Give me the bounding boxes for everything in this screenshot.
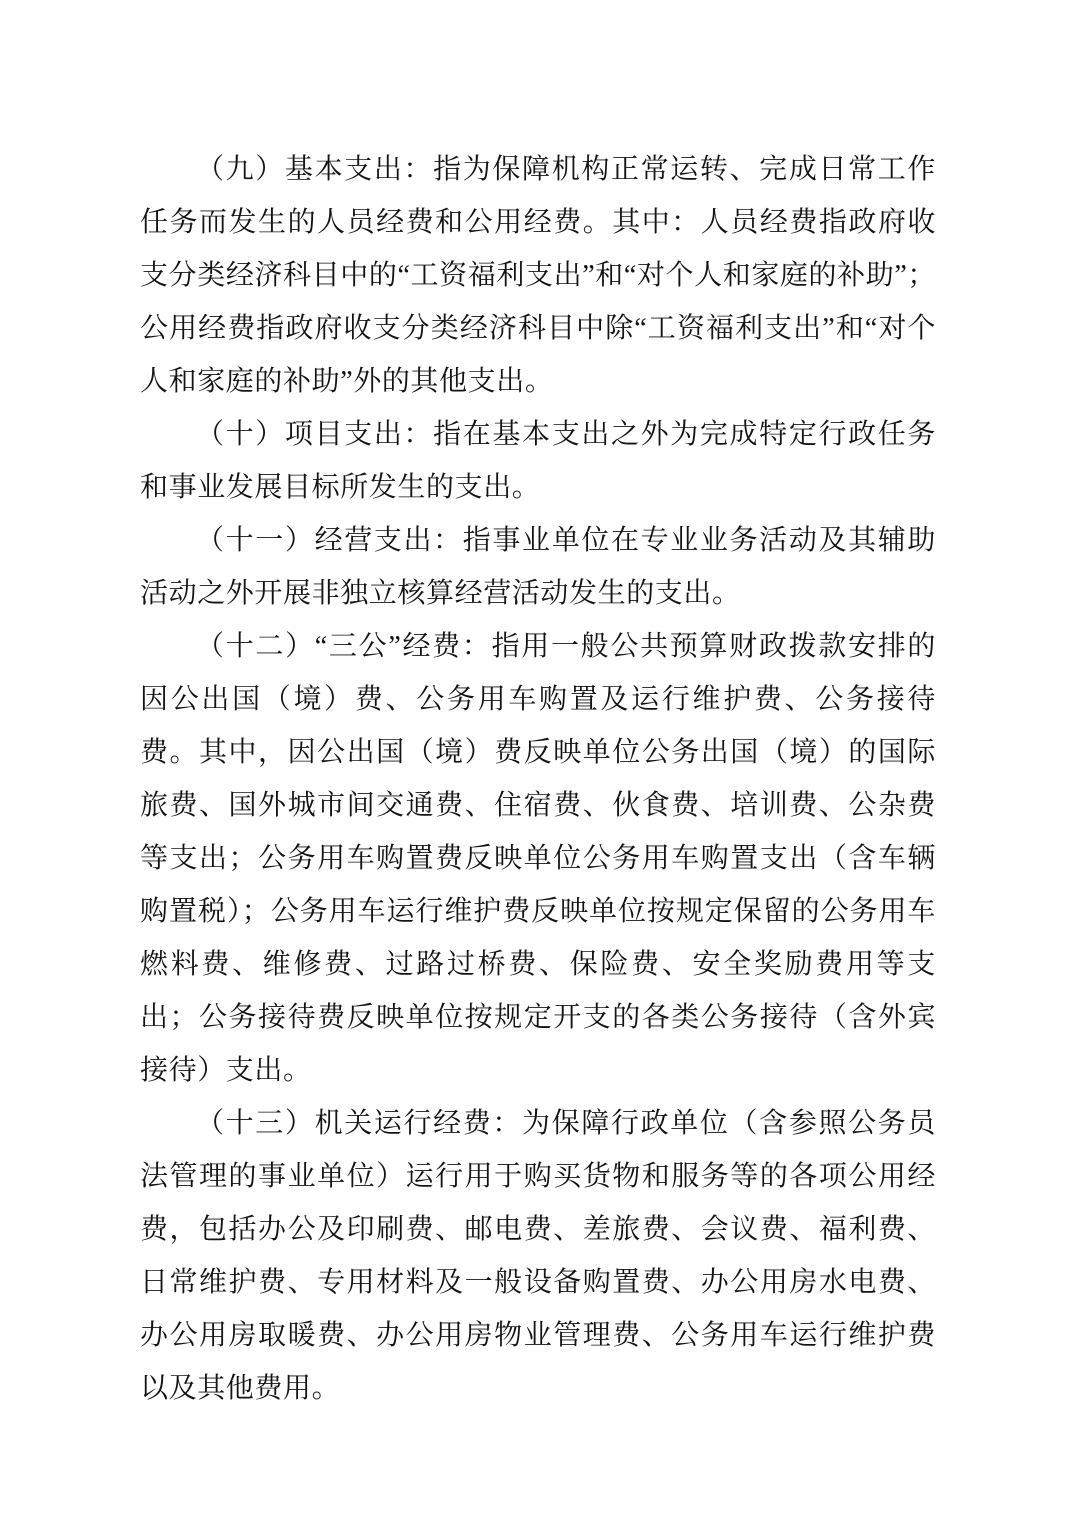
paragraph-three-public-funds: （十二）“三公”经费：指用一般公共预算财政拨款安排的因公出国（境）费、公务用车购置及运行维护费、公务接待费。其中，因公出国（境）费反映单位公务出国（境）的国际旅费、国外城市间交通费、住宿费、伙食费、培训费、公杂费等支出；公务用车购置费反映单位公务用车购置支出（含车辆购置税）；公务用车运行维护费反映单位按规定保留的公务用车燃料费、维修费、过路过桥费、保险费、安全奖励费用等支出；公务接待费反映单位按规定开支的各类公务接待（含外宾接待）支出。 bbox=[140, 631, 936, 1086]
paragraph-operating-expenditure: （十一）经营支出：指事业单位在专业业务活动及其辅助活动之外开展非独立核算经营活动发生的支出。 bbox=[140, 525, 936, 609]
paragraph-project-expenditure: （十）项目支出：指在基本支出之外为完成特定行政任务和事业发展目标所发生的支出。 bbox=[140, 419, 936, 503]
paragraph-agency-operating-funds: （十三）机关运行经费：为保障行政单位（含参照公务员法管理的事业单位）运行用于购买货物和服务等的各项公用经费，包括办公及印刷费、邮电费、差旅费、会议费、福利费、日常维护费、专用材料及一般设备购置费、办公用房水电费、办公用房取暖费、办公用房物业管理费、公务用车运行维护费以及其他费用。 bbox=[140, 1108, 936, 1404]
paragraph-basic-expenditure: （九）基本支出：指为保障机构正常运转、完成日常工作任务而发生的人员经费和公用经费。其中：人员经费指政府收支分类经济科目中的“工资福利支出”和“对个人和家庭的补助”；公用经费指政府收支分类经济科目中除“工资福利支出”和“对个人和家庭的补助”外的其他支出。 bbox=[140, 154, 936, 397]
